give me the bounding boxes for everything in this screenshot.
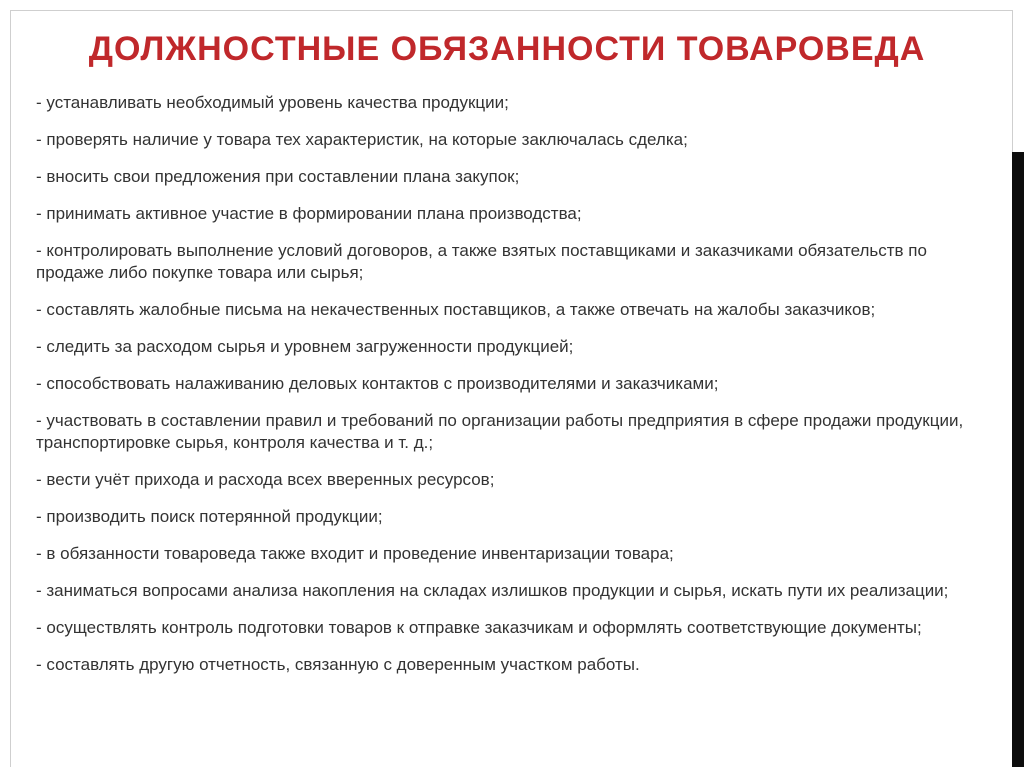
duty-item: - контролировать выполнение условий договоров, а также взятых поставщиками и заказчиками обязательств по продаже либо покупке товара или сырья; [36, 241, 927, 282]
duty-item: - осуществлять контроль подготовки товаров к отправке заказчикам и оформлять соответствующие документы; [36, 618, 922, 637]
duty-item: - следить за расходом сырья и уровнем загруженности продукцией; [36, 337, 574, 356]
duty-item: - способствовать налаживанию деловых контактов с производителями и заказчиками; [36, 374, 719, 393]
duty-item: - производить поиск потерянной продукции; [36, 507, 383, 526]
duties-list [36, 92, 981, 691]
duty-item: - принимать активное участие в формировании плана производства; [36, 204, 582, 223]
duty-item: - составлять другую отчетность, связанную с доверенным участком работы. [36, 655, 640, 674]
duty-item: - вносить свои предложения при составлении плана закупок; [36, 167, 520, 186]
accent-bar [1012, 152, 1024, 767]
slide-title: ДОЛЖНОСТНЫЕ ОБЯЗАННОСТИ ТОВАРОВЕДА [88, 30, 926, 68]
duty-item: - заниматься вопросами анализа накопления на складах излишков продукции и сырья, искать пути их реализации; [36, 581, 949, 600]
duty-item: - устанавливать необходимый уровень качества продукции; [36, 93, 509, 112]
duty-item: - участвовать в составлении правил и требований по организации работы предприятия в сфере продажи продукции, транспортировке сырья, контроля качества и т. д.; [36, 411, 964, 452]
duty-item: - составлять жалобные письма на некачественных поставщиков, а также отвечать на жалобы заказчиков; [36, 300, 876, 319]
duty-item: - вести учёт прихода и расхода всех вверенных ресурсов; [36, 470, 495, 489]
duty-item: - проверять наличие у товара тех характеристик, на которые заключалась сделка; [36, 130, 688, 149]
duty-item: - в обязанности товароведа также входит и проведение инвентаризации товара; [36, 544, 674, 563]
